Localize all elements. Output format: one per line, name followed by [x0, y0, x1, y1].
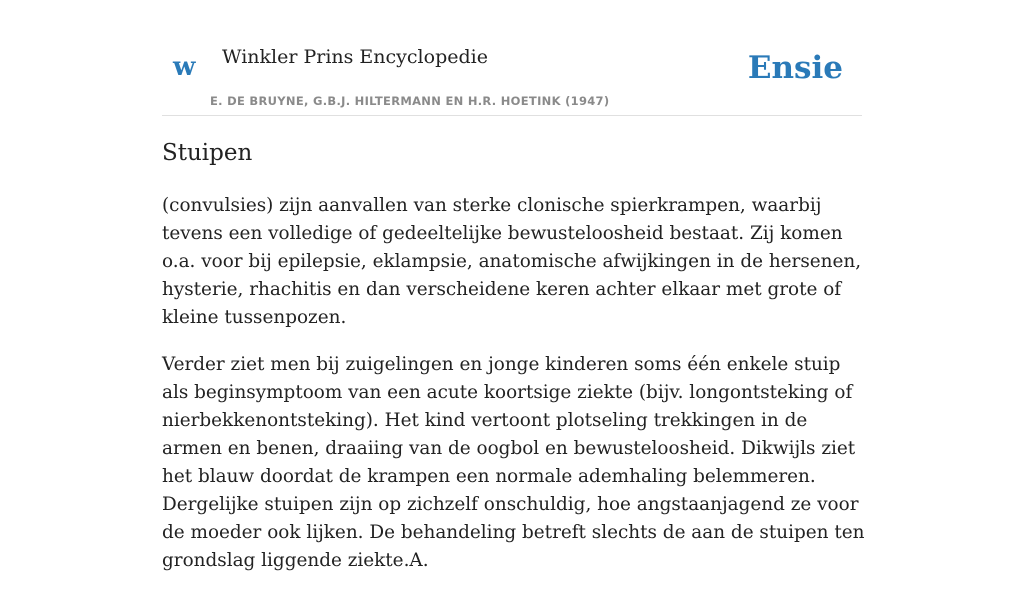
article-body [162, 192, 868, 594]
winkler-prins-logo[interactable]: w [173, 52, 196, 82]
site-header [162, 40, 862, 116]
authors-line: E. DE BRUYNE, G.B.J. HILTERMANN EN H.R. HOETINK (1947) [210, 94, 610, 108]
article-paragraph-1: (convulsies) zijn aanvallen van sterke clonische spierkrampen, waarbij tevens een volledige of gedeeltelijke bewusteloosheid bestaat. Zij komen o.a. voor bij epilepsie, eklampsie, anatomische afwijkingen in de hersenen, hysterie, rhachitis en dan verscheidene keren achter elkaar met grote of kleine tussenpozen. [162, 195, 862, 328]
ensie-logo[interactable]: Ensie [747, 50, 843, 86]
book-title[interactable]: Winkler Prins Encyclopedie [222, 46, 488, 68]
article-paragraph-2: Verder ziet men bij zuigelingen en jonge kinderen soms één enkele stuip als beginsymptoom van een acute koortsige ziekte (bijv. longontsteking of nierbekkenontsteking). Het kind vertoont plotseling trekkingen in de armen en benen, draaiing van de oogbol en bewusteloosheid. Dikwijls ziet het blauw doordat de krampen een normale ademhaling belemmeren. Dergelijke stuipen zijn op zichzelf onschuldig, hoe angstaanjagend ze voor de moeder ook lijken. De behandeling betreft slechts de aan de stuipen ten grondslag liggende ziekte.A. [162, 354, 865, 571]
article-title: Stuipen [162, 140, 253, 166]
